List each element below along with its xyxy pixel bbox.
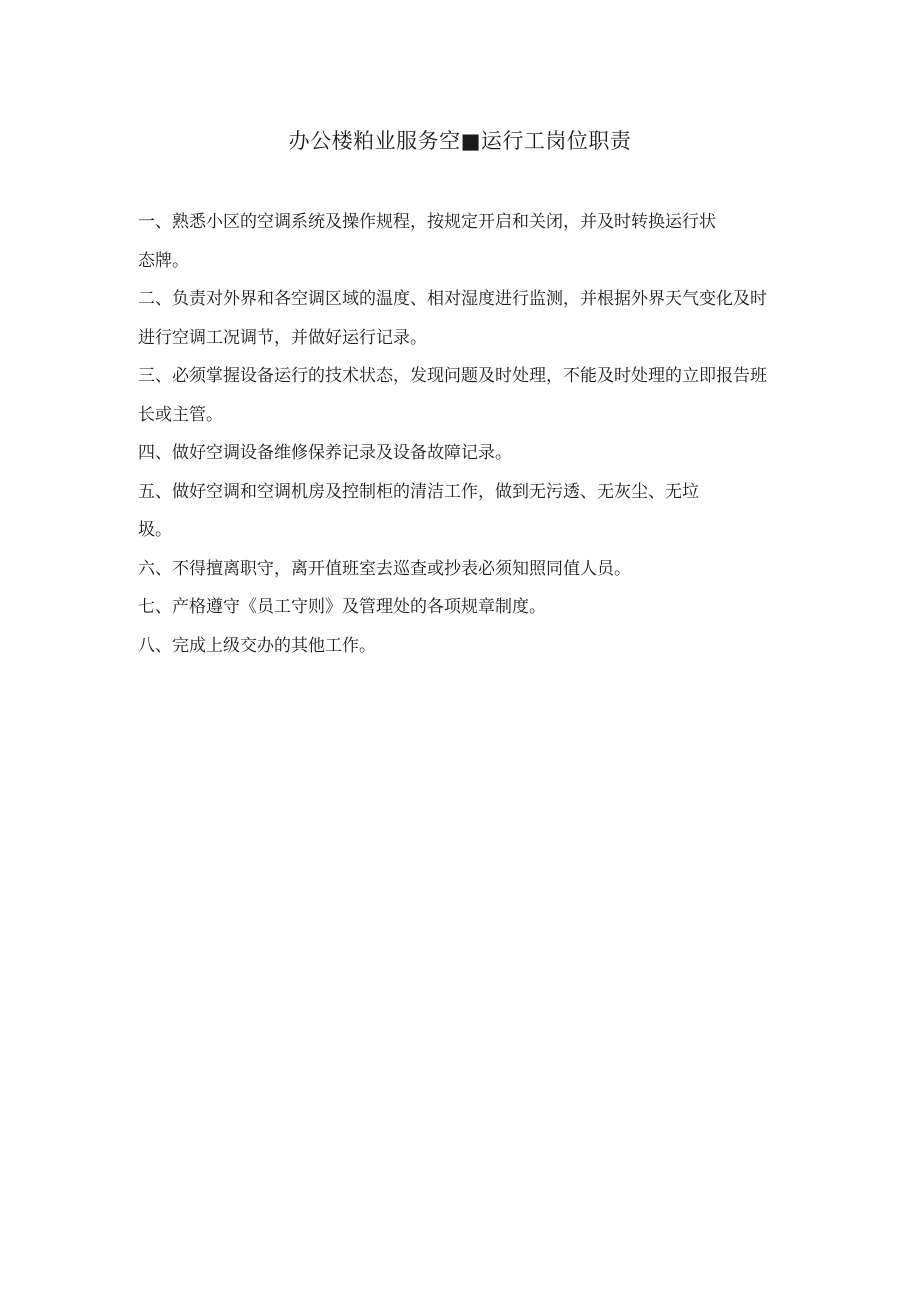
duties-list bbox=[138, 203, 778, 665]
duty-line-2: 态牌。 bbox=[138, 250, 189, 271]
duty-line-3: 二、负责对外界和各空调区域的温度、相对湿度进行监测，并根据外界天气变化及时 bbox=[138, 289, 767, 309]
duty-line-8: 五、做好空调和空调机房及控制柜的清洁工作，做到无污透、无灰尘、无垃 bbox=[138, 481, 699, 502]
duty-line-4: 进行空调工况调节，并做好运行记录。 bbox=[138, 327, 427, 348]
duty-line-10: 六、不得擅离职守，离开值班室去巡查或抄表必须知照同值人员。 bbox=[138, 558, 631, 579]
duty-line-9: 圾。 bbox=[138, 520, 172, 540]
duty-line-5: 三、必须掌握设备运行的技术状态，发现问题及时处理，不能及时处理的立即报告班 bbox=[138, 366, 767, 386]
duty-line-12: 八、完成上级交办的其他工作。 bbox=[138, 635, 376, 656]
duty-line-1: 一、熟悉小区的空调系统及操作规程，按规定开启和关闭，并及时转换运行状 bbox=[138, 212, 716, 232]
duty-line-11: 七、产格遵守《员工守则》及管理处的各项规章制度。 bbox=[138, 597, 546, 617]
duty-line-6: 长或主管。 bbox=[138, 404, 223, 425]
document-title: 办公楼粕业服务空■运行工岗位职责 bbox=[288, 129, 632, 153]
duty-line-7: 四、做好空调设备维修保养记录及设备故障记录。 bbox=[138, 443, 512, 463]
